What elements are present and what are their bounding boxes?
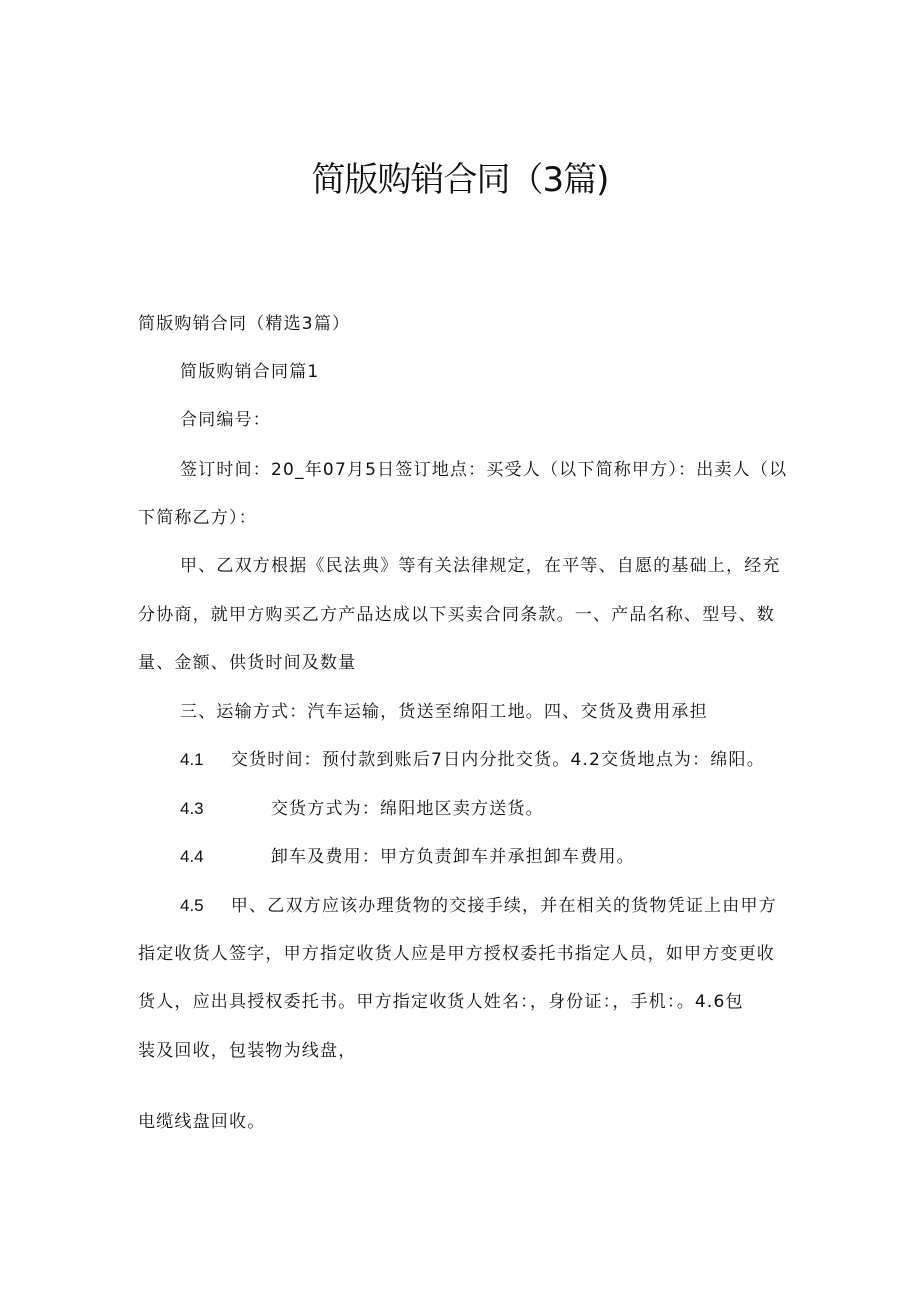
clause-4-1-text: 交货时间：预付款到账后7日内分批交货。4.2交货地点为：绵阳。 bbox=[230, 750, 765, 770]
clause-4-4 bbox=[180, 845, 635, 869]
clause-4-1 bbox=[180, 748, 765, 772]
clause-4-1-number: 4.1 bbox=[180, 750, 204, 769]
clause-4-5-number: 4.5 bbox=[180, 896, 204, 915]
clause-4-3-number: 4.3 bbox=[180, 799, 204, 818]
clause-4-5-text: 甲、乙双方应该办理货物的交接手续，并在相关的货物凭证上由甲方 bbox=[230, 896, 777, 916]
section-heading: 简版购销合同篇1 bbox=[180, 362, 320, 382]
final-line: 电缆线盘回收。 bbox=[138, 1112, 266, 1132]
clause-4-5 bbox=[180, 894, 777, 918]
clause-3: 三、运输方式：汽车运输，货送至绵阳工地。四、交货及费用承担 bbox=[180, 702, 708, 722]
signing-line-1: 签订时间：20_年07月5日签订地点：买受人（以下简称甲方）：出卖人（以 bbox=[180, 460, 788, 480]
clause-4-5-line-4: 装及回收，包装物为线盘， bbox=[138, 1041, 357, 1061]
paragraph-1-line-3: 量、金额、供货时间及数量 bbox=[138, 653, 357, 673]
paragraph-1-line-2: 分协商，就甲方购买乙方产品达成以下买卖合同条款。一、产品名称、型号、数 bbox=[138, 605, 775, 625]
clause-4-3-text: 交货方式为：绵阳地区卖方送货。 bbox=[270, 799, 544, 819]
clause-4-3 bbox=[180, 797, 544, 821]
clause-4-5-line-3: 货人，应出具授权委托书。甲方指定收货人姓名：，身份证：，手机：。4.6包 bbox=[138, 992, 744, 1012]
clause-4-4-text: 卸车及费用：甲方负责卸车并承担卸车费用。 bbox=[270, 847, 635, 867]
signing-line-2: 下简称乙方）： bbox=[138, 508, 257, 528]
clause-4-5-line-2: 指定收货人签字，甲方指定收货人应是甲方授权委托书指定人员，如甲方变更收 bbox=[138, 944, 775, 964]
clause-4-4-number: 4.4 bbox=[180, 847, 204, 866]
document-title: 简版购销合同（3篇) bbox=[311, 160, 609, 200]
document-subtitle: 简版购销合同（精选3篇） bbox=[138, 314, 351, 334]
contract-number-label: 合同编号： bbox=[180, 410, 271, 430]
paragraph-1-line-1: 甲、乙双方根据《民法典》等有关法律规定，在平等、自愿的基础上，经充 bbox=[180, 556, 781, 576]
